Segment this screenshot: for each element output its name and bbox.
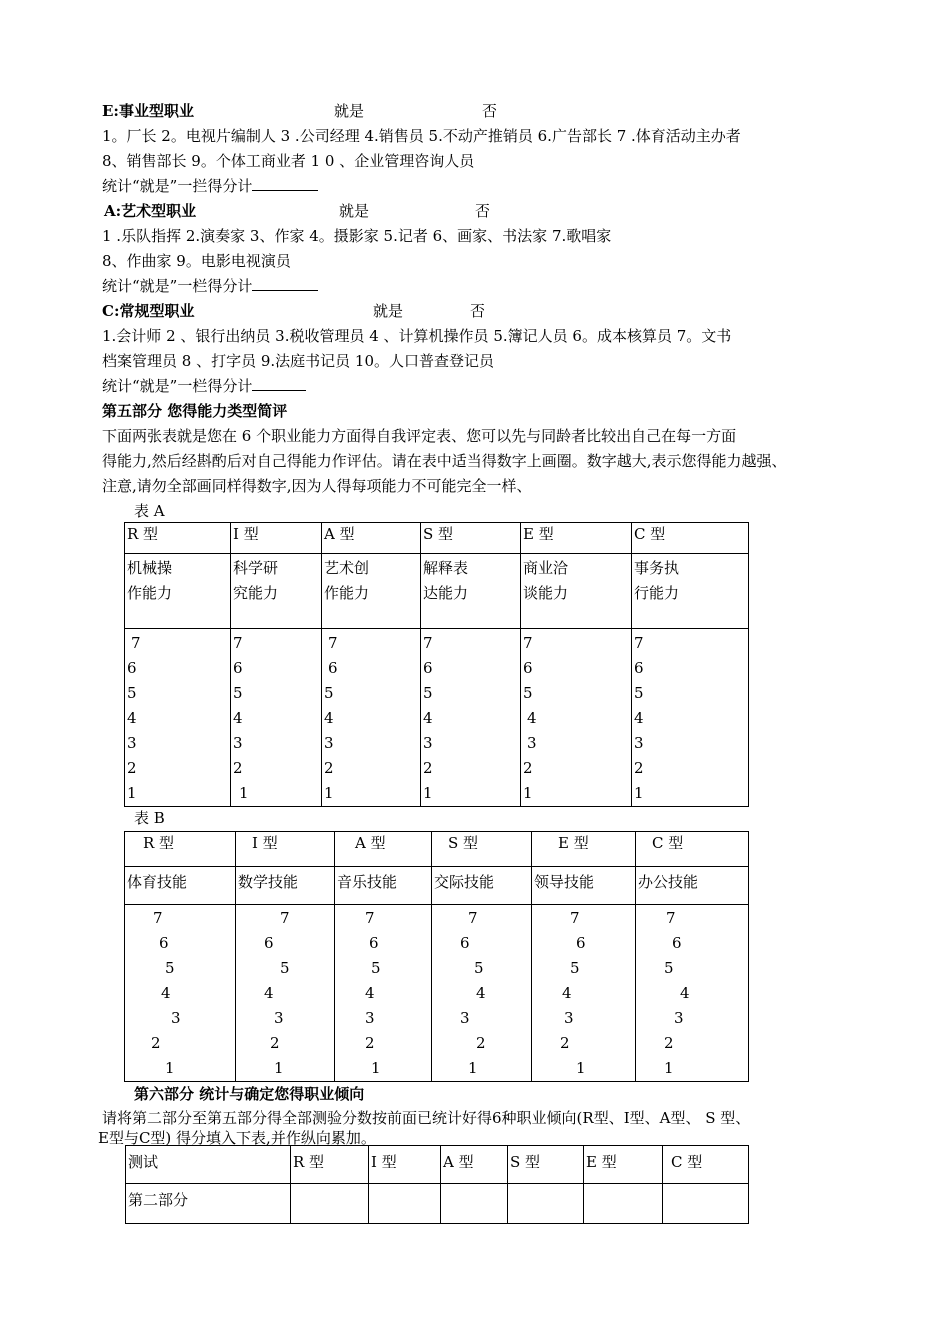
- table-a-type: A 型: [322, 523, 421, 554]
- scale-number[interactable]: 6: [523, 659, 533, 677]
- scale-number[interactable]: 3: [171, 1009, 181, 1027]
- scale-number[interactable]: 5: [371, 959, 381, 977]
- table-c-header: E 型: [584, 1146, 663, 1184]
- scale-number[interactable]: 3: [527, 734, 537, 752]
- scale-number[interactable]: 3: [564, 1009, 574, 1027]
- scale-number[interactable]: 3: [274, 1009, 284, 1027]
- part5-para-2: 得能力,然后经斟酌后对自己得能力作评估。请在表中适当得数字上画圈。数字越大,表示您得能力越强、: [102, 452, 787, 470]
- scale-number[interactable]: 4: [161, 984, 171, 1002]
- scale-number[interactable]: 3: [127, 734, 137, 752]
- scale-number[interactable]: 2: [560, 1034, 570, 1052]
- scale-number[interactable]: 5: [280, 959, 290, 977]
- scale-number[interactable]: 6: [460, 934, 470, 952]
- scale-number[interactable]: 3: [423, 734, 433, 752]
- scale-number[interactable]: 7: [634, 634, 644, 652]
- scale-number[interactable]: 4: [527, 709, 537, 727]
- section-e-yes: 就是: [334, 102, 365, 120]
- scale-number[interactable]: 3: [233, 734, 243, 752]
- scale-number[interactable]: 2: [634, 759, 644, 777]
- scale-number[interactable]: 2: [233, 759, 243, 777]
- table-c-row-label: 第二部分: [126, 1184, 291, 1224]
- table-a-scale[interactable]: [421, 629, 521, 807]
- table-b-type: I 型: [236, 832, 335, 867]
- scale-number[interactable]: 4: [634, 709, 644, 727]
- tally-blank[interactable]: [252, 176, 318, 191]
- scale-number[interactable]: 5: [324, 684, 334, 702]
- scale-number[interactable]: 5: [474, 959, 484, 977]
- scale-number[interactable]: 6: [369, 934, 379, 952]
- scale-number[interactable]: 6: [233, 659, 243, 677]
- part6-para-2: E型与C型) 得分填入下表,并作纵向累加。: [98, 1129, 376, 1147]
- scale-number[interactable]: 2: [151, 1034, 161, 1052]
- table-b-scale[interactable]: [532, 905, 636, 1082]
- scale-number[interactable]: 1: [423, 784, 433, 802]
- scale-number[interactable]: 2: [324, 759, 334, 777]
- scale-number[interactable]: 4: [476, 984, 486, 1002]
- table-b-scale[interactable]: [432, 905, 532, 1082]
- table-a-scale[interactable]: [125, 629, 231, 807]
- scale-number[interactable]: 1: [239, 784, 249, 802]
- scale-number[interactable]: 3: [460, 1009, 470, 1027]
- part6-title: 第六部分 统计与确定您得职业倾向: [134, 1085, 365, 1103]
- tally-blank[interactable]: [252, 276, 318, 291]
- table-b-skill: 办公技能: [636, 867, 749, 905]
- scale-number[interactable]: 5: [523, 684, 533, 702]
- scale-number[interactable]: 6: [328, 659, 338, 677]
- table-c-header: S 型: [508, 1146, 584, 1184]
- table-a-type: I 型: [231, 523, 322, 554]
- table-c-header: A 型: [441, 1146, 508, 1184]
- scale-number[interactable]: 1: [127, 784, 137, 802]
- section-e-title: E:事业型职业: [102, 102, 194, 120]
- scale-number[interactable]: 2: [365, 1034, 375, 1052]
- table-b-type: C 型: [636, 832, 749, 867]
- table-a-scale[interactable]: [322, 629, 421, 807]
- scale-number[interactable]: 6: [127, 659, 137, 677]
- scale-number[interactable]: 1: [523, 784, 533, 802]
- scale-number[interactable]: 3: [365, 1009, 375, 1027]
- section-a-yes: 就是: [339, 202, 370, 220]
- table-a-type: C 型: [632, 523, 749, 554]
- table-a-ability: 科学研 究能力: [231, 554, 322, 629]
- section-c-title: C:常规型职业: [102, 302, 195, 320]
- scale-number[interactable]: 4: [264, 984, 274, 1002]
- scale-number[interactable]: 1: [468, 1059, 478, 1077]
- table-c-cell[interactable]: [663, 1184, 749, 1224]
- scale-number[interactable]: 7: [153, 909, 163, 927]
- scale-number[interactable]: 3: [674, 1009, 684, 1027]
- scale-number[interactable]: 7: [131, 634, 141, 652]
- section-e-items-1: 1。厂长 2。电视片编制人 3 .公司经理 4.销售员 5.不动产推销员 6.广告部长 7 .体育活动主办者: [102, 127, 741, 145]
- table-c-cell[interactable]: [441, 1184, 508, 1224]
- table-a: [124, 522, 749, 807]
- table-b-type: E 型: [532, 832, 636, 867]
- table-c-cell[interactable]: [291, 1184, 369, 1224]
- scale-number[interactable]: 5: [664, 959, 674, 977]
- section-e-no: 否: [482, 102, 498, 120]
- table-a-caption: 表 A: [134, 502, 165, 520]
- part5-title: 第五部分 您得能力类型简评: [102, 402, 288, 420]
- scale-number[interactable]: 7: [233, 634, 243, 652]
- scale-number[interactable]: 2: [523, 759, 533, 777]
- section-e-items-2: 8、销售部长 9。个体工商业者 1 0 、企业管理咨询人员: [102, 152, 475, 170]
- table-c: [125, 1145, 749, 1224]
- part5-para-3: 注意,请勿全部画同样得数字,因为人得每项能力不可能完全一样、: [102, 477, 532, 495]
- table-c-header: R 型: [291, 1146, 369, 1184]
- scale-number[interactable]: 1: [576, 1059, 586, 1077]
- scale-number[interactable]: 5: [165, 959, 175, 977]
- table-c-cell[interactable]: [584, 1184, 663, 1224]
- scale-number[interactable]: 3: [634, 734, 644, 752]
- scale-number[interactable]: 7: [570, 909, 580, 927]
- scale-number[interactable]: 6: [576, 934, 586, 952]
- section-a-title: A:艺术型职业: [104, 202, 197, 220]
- scale-number[interactable]: 4: [423, 709, 433, 727]
- scale-number[interactable]: 7: [365, 909, 375, 927]
- scale-number[interactable]: 6: [159, 934, 169, 952]
- scale-number[interactable]: 5: [423, 684, 433, 702]
- scale-number[interactable]: 4: [324, 709, 334, 727]
- scale-number[interactable]: 3: [324, 734, 334, 752]
- scale-number[interactable]: 1: [664, 1059, 674, 1077]
- table-a-ability: 事务执 行能力: [632, 554, 749, 629]
- scale-number[interactable]: 5: [570, 959, 580, 977]
- table-a-type: E 型: [521, 523, 632, 554]
- section-a-items-2: 8、作曲家 9。电影电视演员: [102, 252, 291, 270]
- scale-number[interactable]: 6: [264, 934, 274, 952]
- table-b-scale[interactable]: [236, 905, 335, 1082]
- scale-number[interactable]: 1: [165, 1059, 175, 1077]
- section-c-items-1: 1.会计师 2 、银行出纳员 3.税收管理员 4 、计算机操作员 5.簿记人员 6。成本核算员 7。文书: [102, 327, 732, 345]
- table-b-skill: 体育技能: [125, 867, 236, 905]
- section-c-tally: 统计“就是”一栏得分计: [102, 376, 306, 396]
- table-a-ability: 解释表 达能力: [421, 554, 521, 629]
- table-a-scale[interactable]: [521, 629, 632, 807]
- section-a-items-1: 1 .乐队指挥 2.演奏家 3、作家 4。摄影家 5.记者 6、画家、书法家 7.歌唱家: [102, 227, 612, 245]
- table-b-scale[interactable]: [335, 905, 432, 1082]
- scale-number[interactable]: 2: [423, 759, 433, 777]
- section-c-items-2: 档案管理员 8 、打字员 9.法庭书记员 10。人口普查登记员: [102, 352, 495, 370]
- scale-number[interactable]: 2: [127, 759, 137, 777]
- scale-number[interactable]: 6: [672, 934, 682, 952]
- scale-number[interactable]: 2: [476, 1034, 486, 1052]
- scale-number[interactable]: 1: [634, 784, 644, 802]
- table-b-skill: 交际技能: [432, 867, 532, 905]
- table-a-scale[interactable]: [632, 629, 749, 807]
- scale-number[interactable]: 4: [562, 984, 572, 1002]
- scale-number[interactable]: 6: [634, 659, 644, 677]
- scale-number[interactable]: 7: [280, 909, 290, 927]
- section-e-tally: 统计“就是”一拦得分计: [102, 176, 318, 196]
- table-c-header: I 型: [369, 1146, 441, 1184]
- table-b-type: S 型: [432, 832, 532, 867]
- table-a-ability: 艺术创 作能力: [322, 554, 421, 629]
- scale-number[interactable]: 7: [328, 634, 338, 652]
- scale-number[interactable]: 5: [127, 684, 137, 702]
- section-c-no: 否: [470, 302, 486, 320]
- section-a-tally: 统计“就是”一栏得分计: [102, 276, 318, 296]
- table-b-skill: 音乐技能: [335, 867, 432, 905]
- scale-number[interactable]: 2: [270, 1034, 280, 1052]
- table-b-scale[interactable]: [636, 905, 749, 1082]
- table-b: [124, 831, 749, 1082]
- scale-number[interactable]: 7: [423, 634, 433, 652]
- scale-number[interactable]: 5: [634, 684, 644, 702]
- table-b-type: R 型: [125, 832, 236, 867]
- scale-number[interactable]: 2: [664, 1034, 674, 1052]
- table-b-caption: 表 B: [134, 809, 165, 827]
- table-c-header: C 型: [663, 1146, 749, 1184]
- scale-number[interactable]: 4: [365, 984, 375, 1002]
- scale-number[interactable]: 4: [233, 709, 243, 727]
- table-b-type: A 型: [335, 832, 432, 867]
- table-c-cell[interactable]: [369, 1184, 441, 1224]
- table-a-type: S 型: [421, 523, 521, 554]
- table-b-skill: 领导技能: [532, 867, 636, 905]
- scale-number[interactable]: 7: [523, 634, 533, 652]
- table-c-header: 测试: [126, 1146, 291, 1184]
- scale-number[interactable]: 6: [423, 659, 433, 677]
- tally-blank[interactable]: [252, 376, 306, 391]
- table-b-skill: 数学技能: [236, 867, 335, 905]
- table-c-cell[interactable]: [508, 1184, 584, 1224]
- scale-number[interactable]: 7: [468, 909, 478, 927]
- part5-para-1: 下面两张表就是您在 6 个职业能力方面得自我评定表、您可以先与同龄者比较出自己在每一方面: [102, 427, 737, 445]
- scale-number[interactable]: 1: [274, 1059, 284, 1077]
- scale-number[interactable]: 7: [666, 909, 676, 927]
- table-b-scale[interactable]: [125, 905, 236, 1082]
- table-a-scale[interactable]: [231, 629, 322, 807]
- section-c-yes: 就是: [373, 302, 404, 320]
- table-a-ability: 机械操 作能力: [125, 554, 231, 629]
- table-a-type: R 型: [125, 523, 231, 554]
- scale-number[interactable]: 4: [680, 984, 690, 1002]
- scale-number[interactable]: 5: [233, 684, 243, 702]
- scale-number[interactable]: 4: [127, 709, 137, 727]
- table-a-ability: 商业洽 谈能力: [521, 554, 632, 629]
- scale-number[interactable]: 1: [324, 784, 334, 802]
- part6-para-1: 请将第二部分至第五部分得全部测验分数按前面已统计好得6种职业倾向(R型、I型、A型、 S 型、: [102, 1109, 751, 1127]
- scale-number[interactable]: 1: [371, 1059, 381, 1077]
- section-a-no: 否: [475, 202, 491, 220]
